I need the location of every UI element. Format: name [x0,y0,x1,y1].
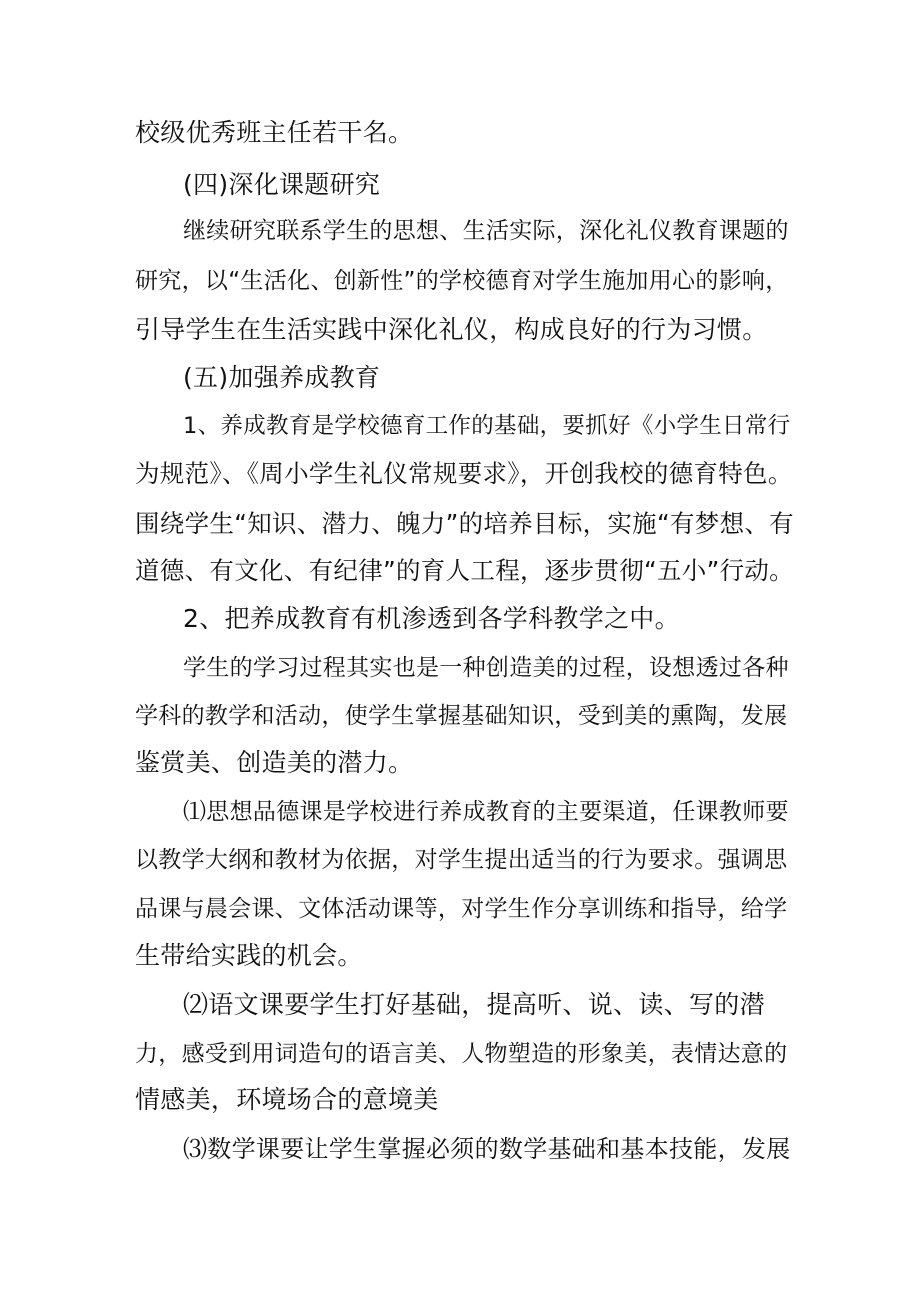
text-line: ⑴思想品德课是学校进行养成教育的主要渠道，任课教师要 [183,799,789,825]
text-line: 校级优秀班主任若干名。 [135,118,414,147]
section-heading: (五)加强养成教育 [183,363,381,392]
text-line: 品课与晨会课、文体活动课等，对学生作分享训练和指导，给学 [135,896,788,922]
text-line: 力，感受到用词造句的语言美、人物塑造的形象美，表情达意的 [135,1041,788,1067]
text-line: 围绕学生“知识、潜力、魄力”的培养目标，实施“有梦想、有 [135,509,794,538]
text-line: ⑶数学课要让学生掌握必须的数学基础和基本技能，发展 [183,1135,791,1163]
section-heading: (四)深化课题研究 [183,170,381,199]
text-line: 继续研究联系学生的思想、生活实际，深化礼仪教育课题的 [183,218,789,244]
text-line: 为规范》、《周小学生礼仪常规要求》，开创我校的德育特色。 [135,459,793,488]
text-line: 研究，以“生活化、创新性”的学校德育对学生施加用心的影响， [135,268,789,294]
text-line: 引导学生在生活实践中深化礼仪，构成良好的行为习惯。 [135,315,768,344]
text-line: 1、养成教育是学校德育工作的基础，要抓好《小学生日常行 [183,413,791,439]
text-line: 情感美，环境场合的意境美 [135,1085,439,1114]
text-line: 以教学大纲和教材为依据，对学生提出适当的行为要求。强调思 [135,847,788,873]
text-line: 学科的教学和活动，使学生掌握基础知识，受到美的熏陶，发展 [135,703,788,729]
text-line: 生带给实践的机会。 [135,941,363,970]
text-line: 道德、有文化、有纪律”的育人工程，逐步贯彻“五小”行动。 [135,556,794,585]
text-line: 学生的学习过程其实也是一种创造美的过程，设想透过各种 [183,655,789,681]
text-line: ⑵语文课要学生打好基础，提高听、说、读、写的潜 [183,990,765,1019]
text-line: 2、把养成教育有机渗透到各学科教学之中。 [183,604,680,633]
text-line: 鉴赏美、创造美的潜力。 [135,748,414,777]
